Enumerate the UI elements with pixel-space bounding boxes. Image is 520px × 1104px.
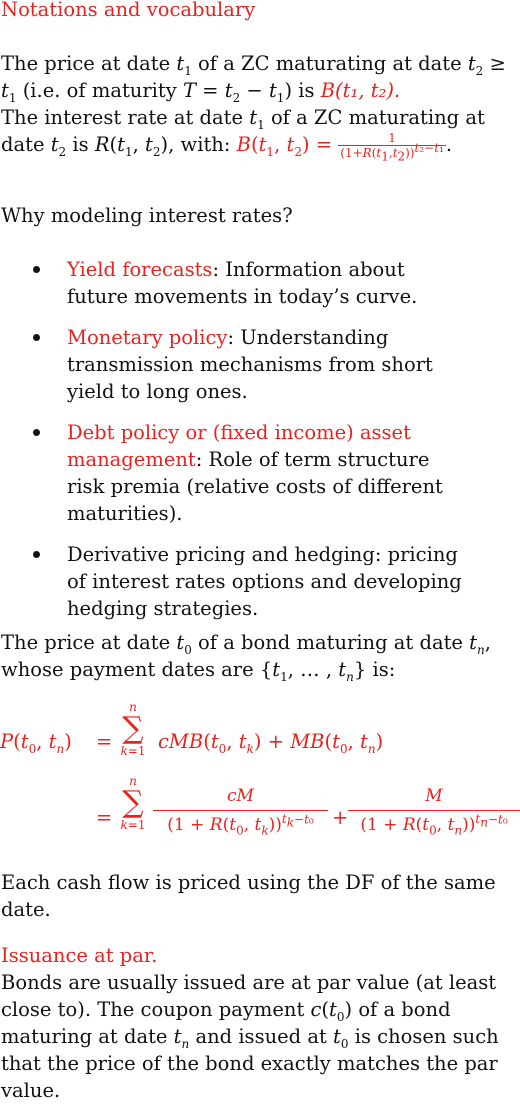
cash-flow-text: Each cash flow is priced using the DF of the same date. bbox=[1, 871, 496, 921]
bond-price-equation-2: = n ∑ k=1 cM ($1 + R(t_0$, $t_k))^{t_k-t_0}$ + M ($1 + R(t_0$, $t_n))^{t_n-t_0}$ bbox=[0, 780, 520, 850]
notation-paragraph-1: The price at date $t_1$ of a ZC maturating at date $t_2 \ge t_1$ (i.e. of maturity $T = t_2 - t_1$) is B(t₁, t₂). bbox=[1, 52, 506, 105]
zc-price-notation: B(t₁, t₂). bbox=[320, 79, 401, 102]
list-item: Derivative pricing and hedging: pricing of interest rates options and developing hedging strategies. bbox=[0, 541, 462, 622]
issuance-heading: Issuance at par. bbox=[1, 944, 158, 967]
bond-price-intro: The price at date $t_0$ of a bond maturing at date $t_n$, whose payment dates are {$t_1$, … , $t_n$} is: bbox=[1, 631, 491, 684]
bullet-icon bbox=[33, 551, 40, 558]
issuance-paragraph: Bonds are usually issued are at par value (at least close to). The coupon payment $c(t_0)$ of a bond maturing at date $t_n$ and issued at $t_0$ is chosen such that the price of the bond exactly matches the par value. bbox=[1, 971, 499, 1102]
why-heading: Why modeling interest rates? bbox=[1, 204, 293, 227]
discount-formula: $B(t_1$, $t_2$) = $\frac{1}{(1+R(t_1,t_2))^{t_2-t_1}}$ bbox=[236, 131, 444, 164]
bullet-icon bbox=[33, 334, 40, 341]
list-item: Monetary policy: Understanding transmission mechanisms from short yield to long ones. bbox=[0, 324, 462, 405]
list-item: Yield forecasts: Information about future movements in today’s curve. bbox=[0, 256, 462, 310]
list-item: Debt policy or (fixed income) asset management: Role of term structure risk premia (relative costs of different maturities). bbox=[0, 419, 462, 527]
reasons-list bbox=[0, 256, 520, 622]
bullet-icon bbox=[33, 429, 40, 436]
notation-paragraph-2: The interest rate at date $t_1$ of a ZC maturating at date $t_2$ is $R(t_1$, $t_2$), with: $B(t_1$, $t_2$) = $\frac{1}{(1+R(t_1,t_2))^{t_2-t_1}}$ . bbox=[1, 106, 485, 164]
bond-price-equation-1: $P(t_0$, $t_n$) = n ∑ k=1 $cMB(t_0$, $t_k) + MB(t_0$, $t_n$) bbox=[0, 700, 384, 758]
bullet-icon bbox=[33, 266, 40, 273]
notations-heading: Notations and vocabulary bbox=[1, 0, 256, 21]
